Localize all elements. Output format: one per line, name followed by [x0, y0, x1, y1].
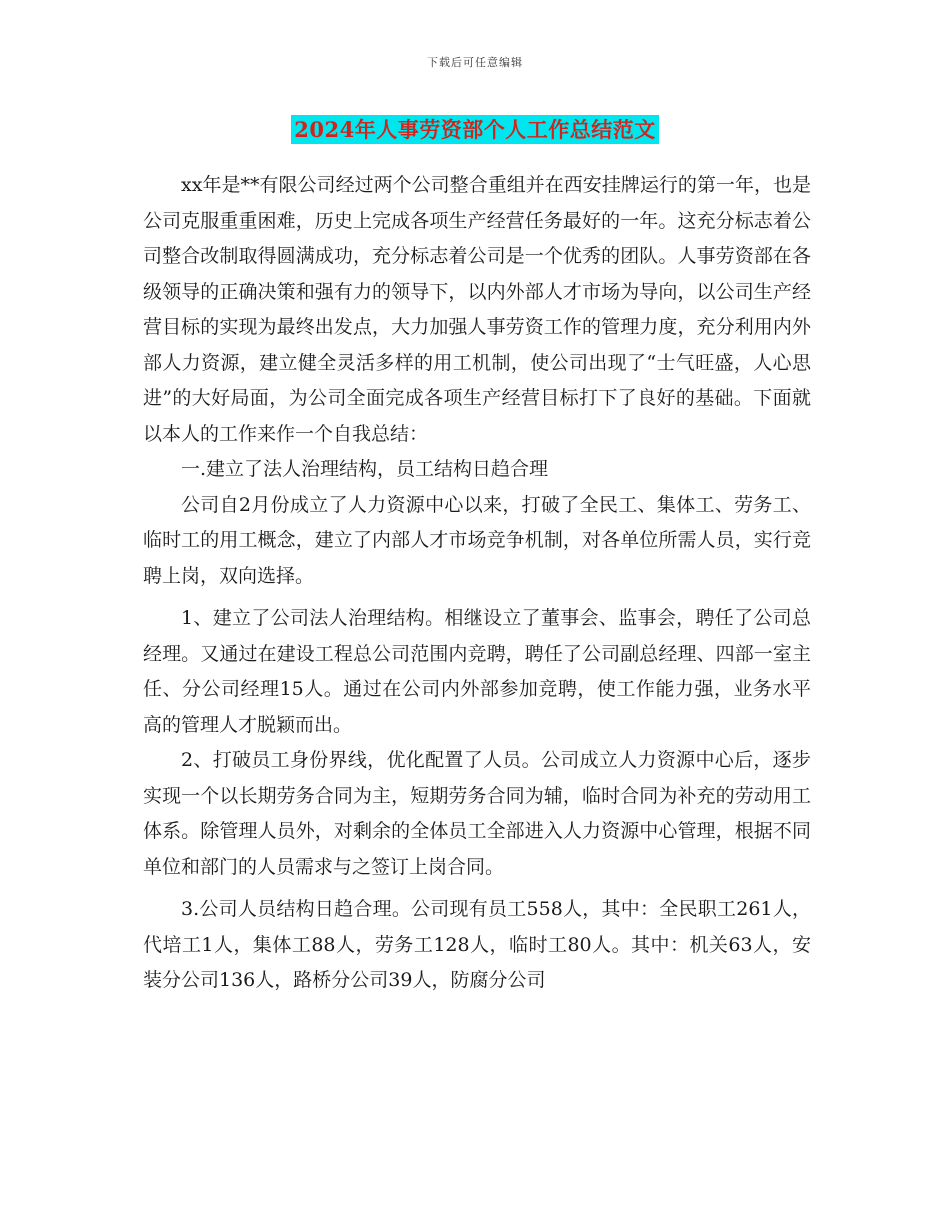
- document-title: [0, 114, 950, 144]
- document-body: [143, 168, 811, 999]
- paragraph-item-3: 3.公司人员结构日趋合理。公司现有员工558人，其中：全民职工261人，代培工1人，集体工88人，劳务工128人，临时工80人。其中：机关63人，安装分公司136人，路桥分公司39人，防腐分公司: [143, 898, 811, 991]
- section-heading-1: 一.建立了法人治理结构，员工结构日趋合理: [181, 458, 549, 480]
- paragraph-item-1: 1、建立了公司法人治理结构。相继设立了董事会、监事会，聘任了公司总经理。又通过在建设工程总公司范围内竞聘，聘任了公司副总经理、四部一室主任、分公司经理15人。通过在公司内外部参加竞聘，使工作能力强，业务水平高的管理人才脱颖而出。: [143, 607, 811, 736]
- paragraph-intro: xx年是**有限公司经过两个公司整合重组并在西安挂牌运行的第一年，也是公司克服重重困难，历史上完成各项生产经营任务最好的一年。这充分标志着公司整合改制取得圆满成功，充分标志着公司是一个优秀的团队。人事劳资部在各级领导的正确决策和强有力的领导下，以内外部人才市场为导向，以公司生产经营目标的实现为最终出发点，大力加强人事劳资工作的管理力度，充分利用内外部人力资源，建立健全灵活多样的用工机制，使公司出现了“士气旺盛，人心思进”的大好局面，为公司全面完成各项生产经营目标打下了良好的基础。下面就以本人的工作来作一个自我总结：: [143, 174, 811, 445]
- paragraph-hr-center: 公司自2月份成立了人力资源中心以来，打破了全民工、集体工、劳务工、临时工的用工概念，建立了内部人才市场竞争机制，对各单位所需人员，实行竞聘上岗，双向选择。: [143, 493, 811, 587]
- page-header-note: 下载后可任意编辑: [427, 56, 523, 69]
- paragraph-item-2: 2、打破员工身份界线，优化配置了人员。公司成立人力资源中心后，逐步实现一个以长期劳务合同为主，短期劳务合同为辅，临时合同为补充的劳动用工体系。除管理人员外，对剩余的全体员工全部进入人力资源中心管理，根据不同单位和部门的人员需求与之签订上岗合同。: [143, 749, 811, 878]
- document-title-text: 2024年人事劳资部个人工作总结范文: [291, 115, 658, 144]
